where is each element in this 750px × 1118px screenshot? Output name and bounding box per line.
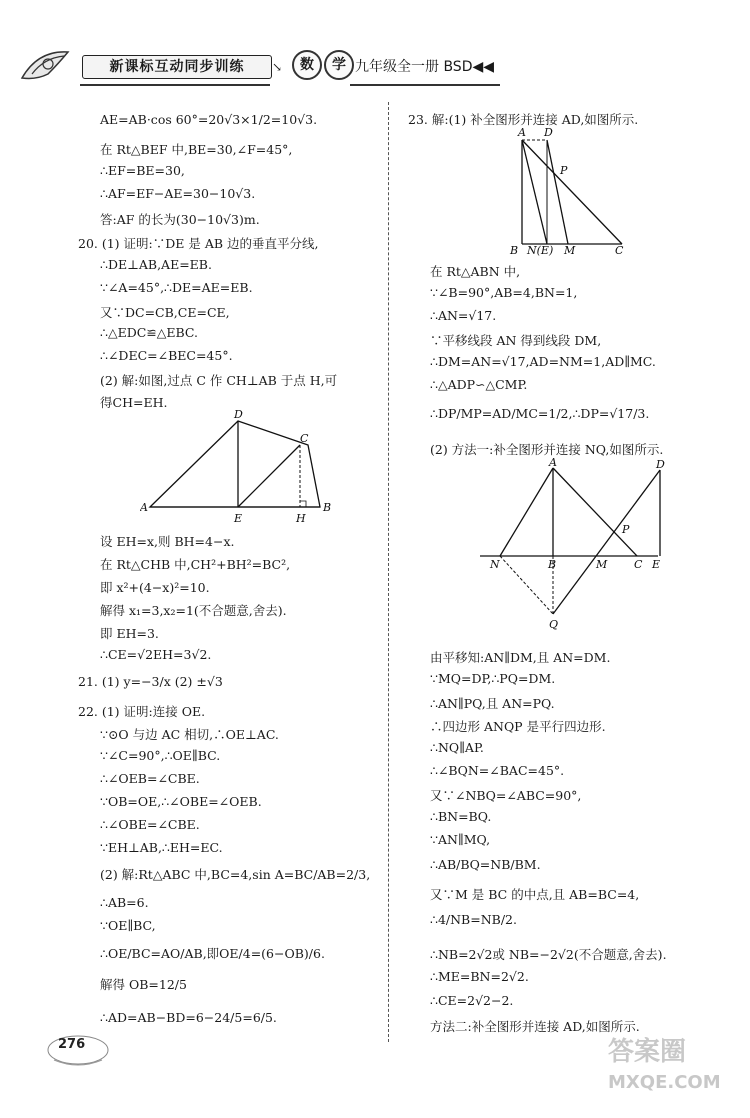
text-line: 由平移知:AN∥DM,且 AN=DM. [430,650,611,665]
text-line: ∴∠BQN=∠BAC=45°. [430,763,565,778]
page-header [0,0,750,100]
text-line: ∵MQ=DP,∴PQ=DM. [430,671,556,686]
text-line: ∴AN∥PQ,且 AN=PQ. [430,696,555,711]
text-line: ∴∠OEB=∠CBE. [100,771,200,786]
fig1-label: D [234,408,243,421]
text-line: ∴△EDC≌△EBC. [100,325,198,340]
page-number: 276 [58,1037,86,1052]
fig1-label: E [234,512,243,525]
text-line: 22. (1) 证明:连接 OE. [78,704,206,719]
text-line: ∴NQ∥AP. [430,740,484,755]
text-line: ∵∠B=90°,AB=4,BN=1, [430,285,578,300]
text-line: ∵OB=OE,∴∠OBE=∠OEB. [100,794,262,809]
text-line: ∵平移线段 AN 得到线段 DM, [430,333,602,348]
text-line: ∴AF=EF−AE=30−10√3. [100,186,256,201]
text-line: 又∵∠NBQ=∠ABC=90°, [430,788,582,803]
text-line: 设 EH=x,则 BH=4−x. [100,534,235,549]
fig3-label: Q [549,618,559,631]
text-line: ∴DP/MP=AD/MC=1/2,∴DP=√17/3. [430,406,650,421]
text-line: AE=AB·cos 60°=20√3×1/2=10√3. [100,112,318,127]
grade-label: 九年级全一册 BSD◀◀ [355,59,495,75]
fig2-label: B [510,244,519,257]
text-line: 得CH=EH. [100,395,168,410]
watermark-text: 答案圈 MXQE.COM [608,1037,721,1093]
text-line: ∴四边形 ANQP 是平行四边形. [430,719,606,734]
text-line: 即 EH=3. [100,626,159,641]
fig2-label: D [544,126,553,139]
text-line: ∴DM=AN=√17,AD=NM=1,AD∥MC. [430,354,656,369]
watermark [608,1032,748,1112]
text-line: ∴∠OBE=∠CBE. [100,817,200,832]
text-line: (2) 方法一:补全图形并连接 NQ,如图所示. [430,442,664,457]
text-line: ∵∠C=90°,∴OE∥BC. [100,748,221,763]
text-line: 在 Rt△BEF 中,BE=30,∠F=45°, [100,142,293,157]
fig2-label: M [564,244,576,257]
text-line: ∵OE∥BC, [100,918,156,933]
text-line: ∴CE=2√2−2. [430,993,514,1008]
fig1-label: B [323,501,332,514]
book-logo-icon [18,44,78,84]
text-line: ∴△ADP∽△CMP. [430,377,528,392]
header-rule-right [350,84,500,86]
text-line: 20. (1) 证明:∵DE 是 AB 边的垂直平分线, [78,236,319,251]
text-line: ∵EH⊥AB,∴EH=EC. [100,840,223,855]
fig3-label: E [652,558,661,571]
text-line: ∴EF=BE=30, [100,163,185,178]
figure-2 [505,126,635,258]
text-line: 21. (1) y=−3/x (2) ±√3 [78,674,223,689]
text-line: 解得 x₁=3,x₂=1(不合题意,舍去). [100,603,287,618]
fig2-label: C [615,244,624,257]
arrow-icon: ↘ [272,60,283,74]
text-line: 解得 OB=12/5 [100,977,187,992]
fig3-label: N [490,558,500,571]
fig2-label: P [560,164,568,177]
text-line: ∵∠A=45°,∴DE=AE=EB. [100,280,253,295]
subject-char-1: 数 [292,50,322,80]
text-line: 方法二:补全图形并连接 AD,如图所示. [430,1019,640,1034]
series-title: 新课标互动同步训练 [82,55,272,79]
text-line: (2) 解:Rt△ABC 中,BC=4,sin A=BC/AB=2/3, [100,867,371,882]
fig3-label: B [548,558,557,571]
column-divider [388,102,389,1042]
text-line: ∵⊙O 与边 AC 相切,∴OE⊥AC. [100,727,279,742]
fig3-label: D [656,458,665,471]
text-line: ∴CE=√2EH=3√2. [100,647,212,662]
fig2-label: N(E) [527,244,554,257]
text-line: 又∵M 是 BC 的中点,且 AB=BC=4, [430,887,640,902]
text-line: ∴AB=6. [100,895,149,910]
fig3-label: M [596,558,608,571]
subject-char-2: 学 [324,50,354,80]
text-line: 即 x²+(4−x)²=10. [100,580,210,595]
subject-badge [292,50,354,80]
text-line: ∴4/NB=NB/2. [430,912,517,927]
text-line: ∵AN∥MQ, [430,832,491,847]
fig3-label: P [622,523,630,536]
fig3-label: C [634,558,643,571]
text-line: (2) 解:如图,过点 C 作 CH⊥AB 于点 H,可 [100,373,338,388]
text-line: 在 Rt△CHB 中,CH²+BH²=BC², [100,557,291,572]
text-line: ∴AD=AB−BD=6−24/5=6/5. [100,1010,277,1025]
figure-1 [140,405,340,530]
fig3-label: A [549,458,557,469]
fig1-label: C [300,432,309,445]
text-line: 在 Rt△ABN 中, [430,264,521,279]
text-line: ∴NB=2√2或 NB=−2√2(不合题意,舍去). [430,947,667,962]
text-line: ∴ME=BN=2√2. [430,969,529,984]
header-rule-left [80,84,270,86]
text-line: 答:AF 的长为(30−10√3)m. [100,212,260,227]
text-line: ∴OE/BC=AO/AB,即OE/4=(6−OB)/6. [100,946,325,961]
text-line: ∴DE⊥AB,AE=EB. [100,257,212,272]
text-line: 23. 解:(1) 补全图形并连接 AD,如图所示. [408,112,639,127]
fig2-label: A [518,126,526,139]
text-line: ∴∠DEC=∠BEC=45°. [100,348,233,363]
fig1-label: A [140,501,148,514]
text-line: ∴AN=√17. [430,308,497,323]
text-line: ∴BN=BQ. [430,809,492,824]
fig1-label: H [296,512,306,525]
text-line: 又∵DC=CB,CE=CE, [100,305,230,320]
text-line: ∴AB/BQ=NB/BM. [430,857,541,872]
figure-3 [480,458,680,648]
